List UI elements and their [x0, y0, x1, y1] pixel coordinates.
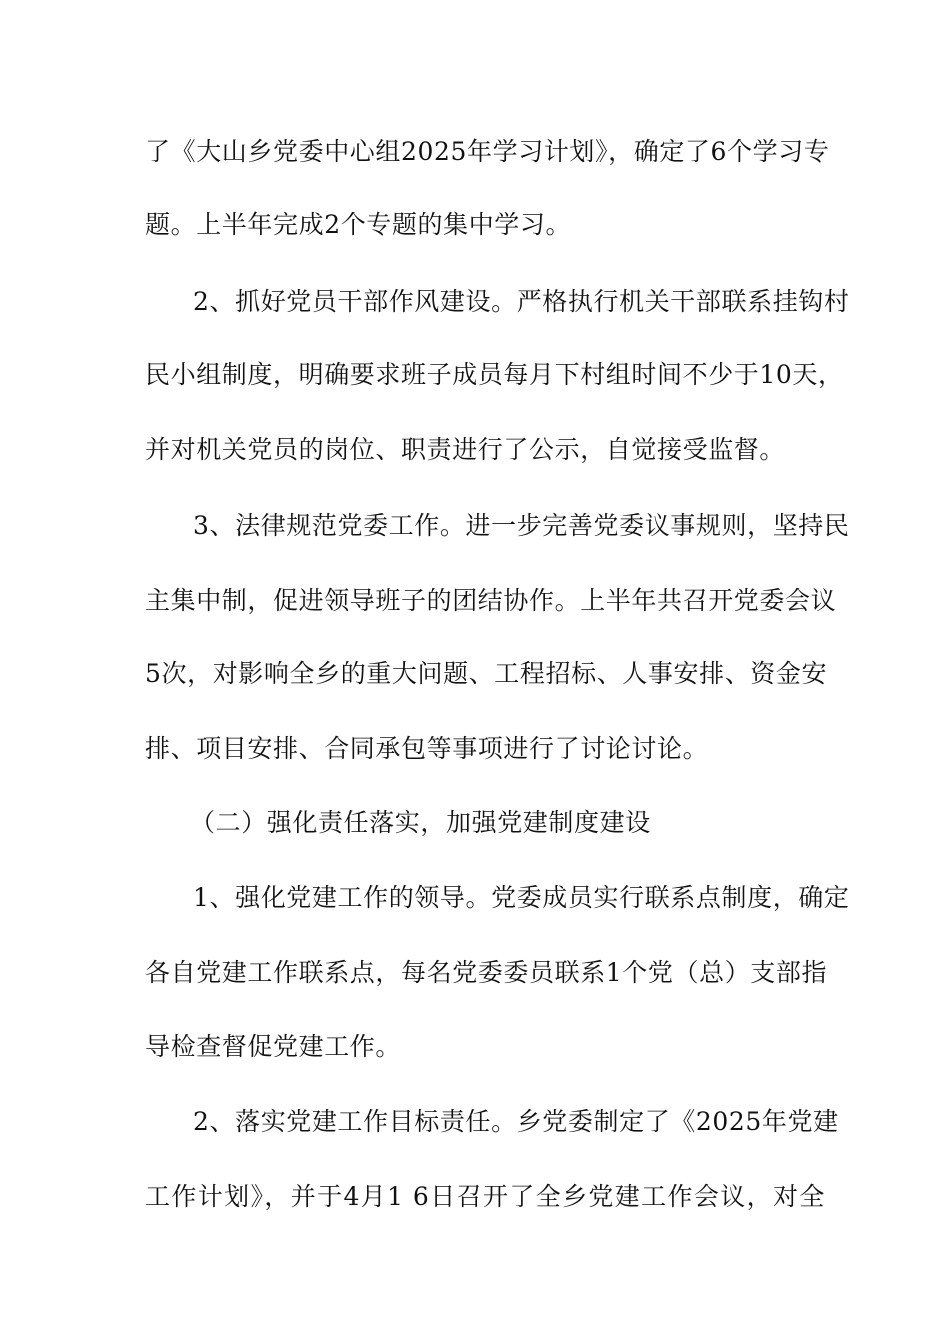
- text-line-4: 民小组制度，明确要求班子成员每月下村组时间不少于10天，: [145, 360, 844, 389]
- text-line-6: 3、法律规范党委工作。进一步完善党委议事规则，坚持民: [193, 511, 850, 540]
- text-line-15: 工作计划》，并于4月1 6日召开了全乡党建工作会议，对全: [145, 1182, 825, 1211]
- text-line-5: 并对机关党员的岗位、职责进行了公示，自觉接受监督。: [145, 435, 786, 464]
- text-line-2: 题。上半年完成2个专题的集中学习。: [145, 210, 572, 239]
- text-line-1: 了《大山乡党委中心组2025年学习计划》，确定了6个学习专: [145, 137, 830, 166]
- text-line-14: 2、落实党建工作目标责任。乡党委制定了《2025年党建: [193, 1107, 839, 1136]
- text-line-7: 主集中制，促进领导班子的团结协作。上半年共召开党委会议: [145, 586, 837, 615]
- text-line-9: 排、项目安排、合同承包等事项进行了讨论讨论。: [145, 734, 709, 763]
- text-line-3: 2、抓好党员干部作风建设。严格执行机关干部联系挂钩村: [193, 287, 850, 316]
- text-line-8: 5次，对影响全乡的重大问题、工程招标、人事安排、资金安: [145, 659, 828, 688]
- text-line-11: 1、强化党建工作的领导。党委成员实行联系点制度，确定: [193, 883, 850, 912]
- section-heading: （二）强化责任落实，加强党建制度建设: [190, 808, 651, 837]
- text-line-13: 导检查督促党建工作。: [145, 1032, 402, 1061]
- text-line-12: 各自党建工作联系点，每名党委委员联系1个党（总）支部指: [145, 958, 828, 987]
